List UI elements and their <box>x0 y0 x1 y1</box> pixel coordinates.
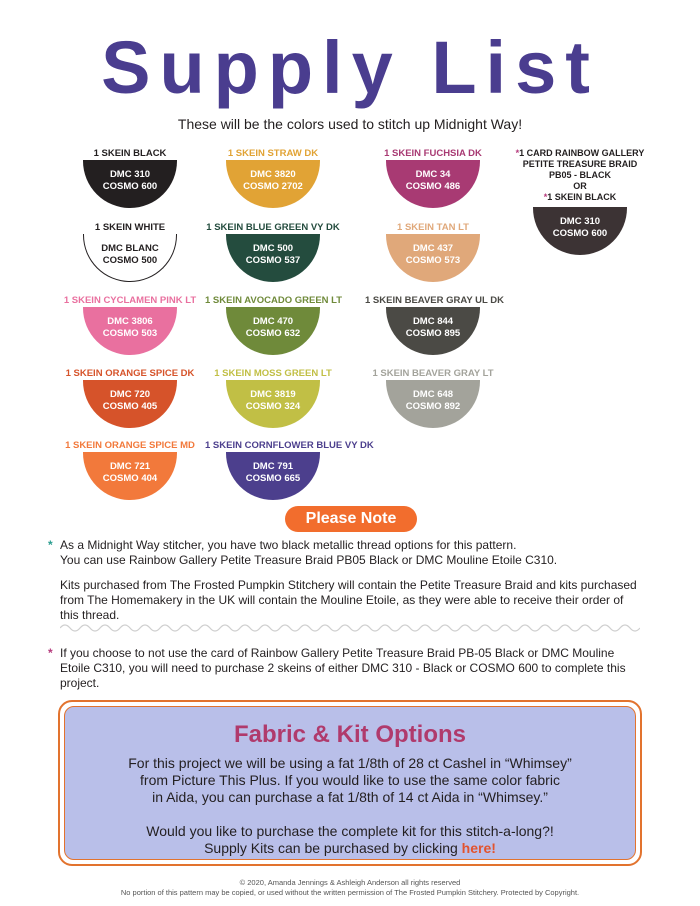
dmc-code: DMC 720 <box>109 389 151 400</box>
side-line-2: PETITE TREASURE BRAID <box>522 159 638 169</box>
fabric-title: Fabric & Kit Options <box>233 721 466 748</box>
thread-label: 1 SKEIN AVOCADO GREEN LT <box>205 295 343 306</box>
cosmo-code: COSMO 405 <box>102 401 158 412</box>
fabric-line-4: Would you like to purchase the complete kit for this stitch-a-long?! <box>146 823 554 839</box>
thread-label: 1 SKEIN FUCHSIA DK <box>384 148 482 159</box>
cosmo-code: COSMO 537 <box>245 255 301 266</box>
cosmo-code: COSMO 632 <box>245 328 301 339</box>
dmc-code: DMC 310 <box>109 169 151 180</box>
dmc-code: DMC 721 <box>109 461 151 472</box>
thread-swatch <box>83 234 177 282</box>
fabric-kit-inner <box>64 706 636 860</box>
thread-label: 1 SKEIN TAN LT <box>397 222 469 233</box>
thread-label: 1 SKEIN BEAVER GRAY UL DK <box>365 295 505 306</box>
thread-item <box>205 368 341 428</box>
thread-item <box>205 148 341 208</box>
thread-item <box>62 368 198 428</box>
cosmo-code: COSMO 600 <box>102 181 158 192</box>
thread-swatch <box>83 160 177 208</box>
dmc-code: DMC 500 <box>252 243 294 254</box>
dmc-code: DMC 3820 <box>250 169 296 180</box>
thread-item <box>62 148 198 208</box>
metallic-option <box>510 148 650 255</box>
thread-item <box>62 222 198 282</box>
cosmo-code: COSMO 500 <box>102 254 158 266</box>
dmc-code: DMC 310 <box>559 216 601 227</box>
thread-label: 1 SKEIN MOSS GREEN LT <box>214 368 332 379</box>
asterisk-icon: * <box>543 192 548 202</box>
cosmo-code: COSMO 600 <box>552 228 608 239</box>
thread-swatch <box>226 234 320 282</box>
note-1 <box>48 538 640 568</box>
note-2: Kits purchased from The Frosted Pumpkin Stitchery will contain the Petite Treasure Braid and kits purchased from The Homemakery in the UK will contain the Mouline Etoile, as they were able to receive their order of this thread. <box>60 578 637 622</box>
note-1-line-2: You can use Rainbow Gallery Petite Treasure Braid PB05 Black or DMC Mouline Etoile C310. <box>60 553 558 567</box>
dmc-code: DMC 437 <box>412 243 454 254</box>
thread-swatch <box>226 307 320 355</box>
note-3 <box>48 646 640 691</box>
thread-swatch <box>83 380 177 428</box>
cosmo-code: COSMO 324 <box>245 401 301 412</box>
fabric-line-1: For this project we will be using a fat 1/8th of 28 ct Cashel in “Whimsey” <box>128 755 572 771</box>
thread-item <box>205 222 341 282</box>
thread-swatch <box>386 380 480 428</box>
thread-item <box>62 440 198 500</box>
thread-swatch <box>386 307 480 355</box>
thread-label: 1 SKEIN CYCLAMEN PINK LT <box>63 295 197 306</box>
dmc-code: DMC 34 <box>415 169 451 180</box>
dmc-code: DMC 3806 <box>107 316 153 327</box>
thread-swatch <box>226 160 320 208</box>
cosmo-code: COSMO 503 <box>102 328 158 339</box>
thread-item <box>365 222 501 282</box>
page-subtitle: These will be the colors used to stitch up Midnight Way! <box>177 116 523 132</box>
side-line-1: 1 CARD RAINBOW GALLERY <box>519 148 645 158</box>
cosmo-code: COSMO 892 <box>405 401 461 412</box>
thread-label: 1 SKEIN BLUE GREEN VY DK <box>206 222 340 233</box>
thread-label: 1 SKEIN STRAW DK <box>227 148 319 159</box>
cosmo-code: COSMO 404 <box>102 473 158 484</box>
thread-label: 1 SKEIN WHITE <box>94 222 166 233</box>
fabric-paragraph-1 <box>65 755 635 806</box>
thread-item <box>365 148 501 208</box>
page-title: Supply List <box>101 26 599 109</box>
side-line-4: 1 SKEIN BLACK <box>547 192 617 202</box>
asterisk-icon: * <box>48 538 53 552</box>
thread-label: 1 SKEIN BLACK <box>93 148 167 159</box>
cosmo-code: COSMO 486 <box>405 181 461 192</box>
thread-item <box>205 440 374 500</box>
fabric-line-3: in Aida, you can purchase a fat 1/8th of 14 ct Aida in “Whimsey.” <box>152 789 548 805</box>
thread-item <box>62 295 198 355</box>
fabric-line-5: Supply Kits can be purchased by clicking <box>204 840 458 856</box>
thread-label: 1 SKEIN BEAVER GRAY LT <box>372 368 494 379</box>
thread-label: 1 SKEIN ORANGE SPICE DK <box>65 368 195 379</box>
thread-item <box>365 368 501 428</box>
copyright <box>0 878 700 898</box>
dmc-code: DMC 3819 <box>250 389 296 400</box>
thread-swatch <box>83 307 177 355</box>
thread-label: 1 SKEIN ORANGE SPICE MD <box>65 440 195 451</box>
dmc-code: DMC 648 <box>412 389 454 400</box>
cosmo-code: COSMO 895 <box>405 328 461 339</box>
dmc-code: DMC 791 <box>252 461 294 472</box>
side-or: OR <box>573 181 587 191</box>
cosmo-code: COSMO 2702 <box>243 181 303 192</box>
thread-swatch <box>226 452 320 500</box>
kit-purchase-link[interactable]: here! <box>461 840 496 856</box>
thread-swatch <box>386 160 480 208</box>
dmc-code: DMC BLANC <box>101 242 159 254</box>
please-note-heading: Please Note <box>285 506 417 532</box>
thread-label: 1 SKEIN CORNFLOWER BLUE VY DK <box>205 440 374 451</box>
thread-item <box>365 295 505 355</box>
thread-item <box>205 295 341 355</box>
dmc-code: DMC 470 <box>252 316 294 327</box>
asterisk-icon: * <box>48 646 53 660</box>
thread-swatch-black <box>533 207 627 255</box>
note-1-line-1: As a Midnight Way stitcher, you have two black metallic thread options for this pattern. <box>60 538 517 552</box>
side-line-3: PB05 - BLACK <box>548 170 611 180</box>
note-3-text: If you choose to not use the card of Rainbow Gallery Petite Treasure Braid PB-05 Black or DMC Mouline Etoile C310, you will need to purchase 2 skeins of either DMC 310 - Black or COSMO 600 to complete this project. <box>60 646 626 690</box>
fabric-kit-panel <box>58 700 642 866</box>
wave-divider <box>60 622 640 634</box>
thread-swatch <box>83 452 177 500</box>
fabric-paragraph-2 <box>65 823 635 857</box>
cosmo-code: COSMO 573 <box>405 255 461 266</box>
cosmo-code: COSMO 665 <box>245 473 301 484</box>
fabric-line-2: from Picture This Plus. If you would like to use the same color fabric <box>140 772 560 788</box>
thread-swatch <box>226 380 320 428</box>
copyright-line-2: No portion of this pattern may be copied, or used without the written permission of The Frosted Pumpkin Stitchery. Protected by Copyright. <box>120 888 580 897</box>
asterisk-icon: * <box>515 148 520 158</box>
dmc-code: DMC 844 <box>412 316 454 327</box>
thread-swatch <box>386 234 480 282</box>
copyright-line-1: © 2020, Amanda Jennings & Ashleigh Anderson all rights reserved <box>239 878 461 887</box>
